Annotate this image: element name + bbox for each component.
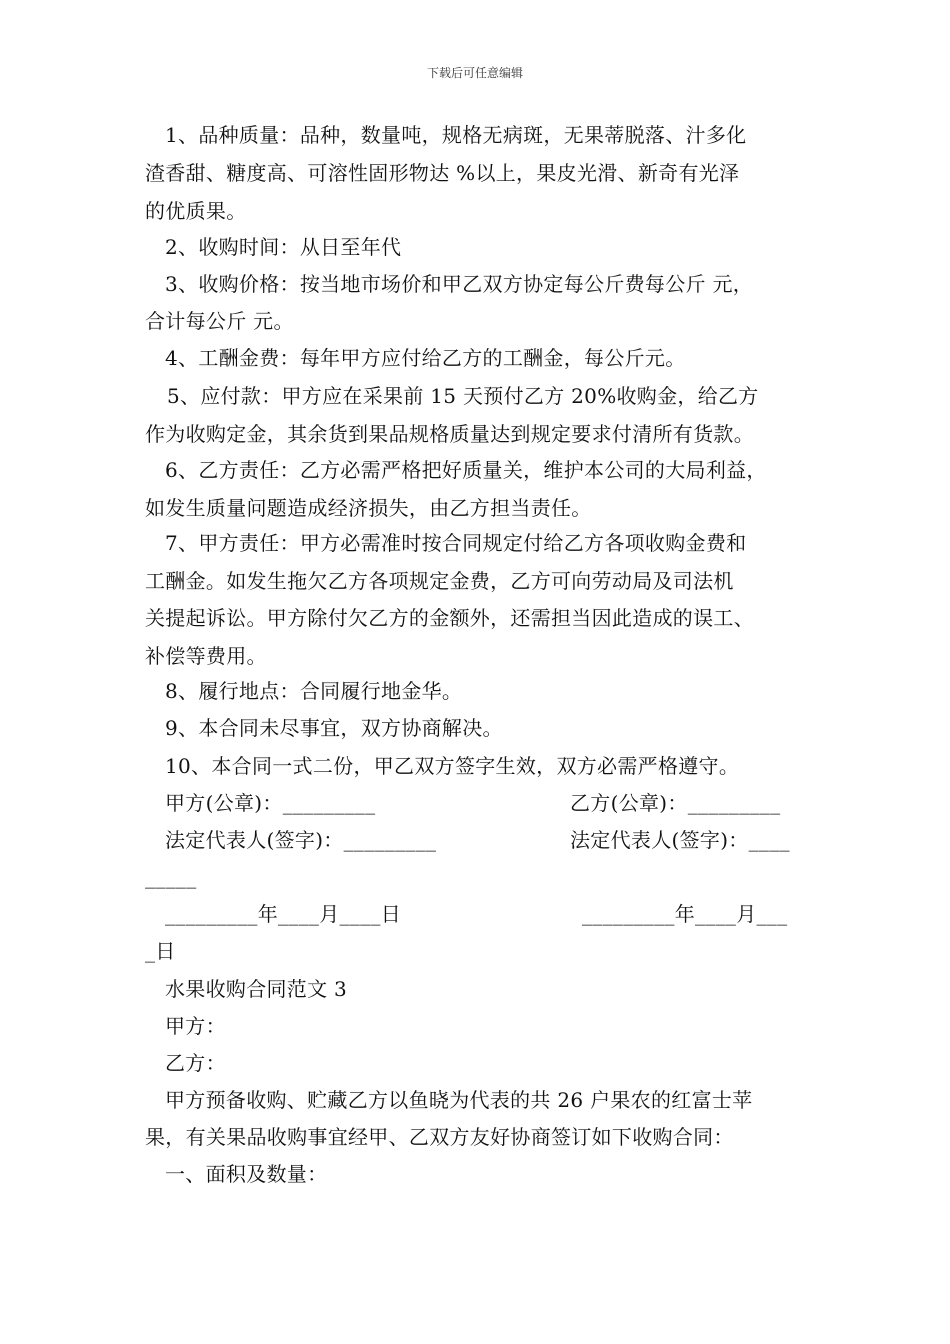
text-line: 合计每公斤 元。 [145, 309, 294, 333]
party-a-seal: 甲方(公章)：_________ [165, 791, 376, 815]
text-line: 工酬金。如发生拖欠乙方各项规定金费，乙方可向劳动局及司法机 [145, 569, 734, 593]
section-title: 水果收购合同范文 3 [165, 977, 348, 1001]
text-line: 一、面积及数量： [165, 1162, 328, 1186]
text-line: 作为收购定金，其余货到果品规格质量达到规定要求付清所有货款。 [145, 422, 754, 446]
party-b-seal: 乙方(公章)：_________ [570, 791, 781, 815]
text-line: 6、乙方责任：乙方必需严格把好质量关，维护本公司的大局利益， [165, 458, 767, 482]
text-line: 2、收购时间：从日至年代 [165, 235, 402, 259]
party-b-date: _________年____月___ [582, 902, 788, 926]
party-a-label: 甲方： [165, 1014, 226, 1038]
text-line: 4、工酬金费：每年甲方应付给乙方的工酬金，每公斤元。 [165, 346, 686, 370]
text-line: 如发生质量问题造成经济损失，由乙方担当责任。 [145, 496, 592, 520]
text-line: 果，有关果品收购事宜经甲、乙双方友好协商签订如下收购合同： [145, 1125, 734, 1149]
text-line: 渣香甜、糖度高、可溶性固形物达 %以上，果皮光滑、新奇有光泽 [145, 161, 740, 185]
text-line: 8、履行地点：合同履行地金华。 [165, 679, 463, 703]
text-line: 甲方预备收购、贮藏乙方以鱼晓为代表的共 26 户果农的红富士苹 [165, 1088, 753, 1112]
text-line: 1、品种质量：品种，数量吨，规格无病斑，无果蒂脱落、汁多化 [165, 123, 747, 147]
page-header: 下载后可任意编辑 [426, 66, 523, 80]
party-b-label: 乙方： [165, 1051, 226, 1075]
party-b-representative: 法定代表人(签字)：____ [570, 828, 790, 852]
party-a-date: _________年____月____日 [165, 902, 401, 926]
text-line: 的优质果。 [145, 199, 247, 223]
text-line: _____ [145, 865, 197, 889]
text-line: 5、应付款：甲方应在采果前 15 天预付乙方 20%收购金，给乙方 [167, 384, 759, 408]
text-line: 3、收购价格：按当地市场价和甲乙双方协定每公斤费每公斤 元， [165, 272, 754, 296]
text-line: 关提起诉讼。甲方除付欠乙方的金额外，还需担当因此造成的误工、 [145, 606, 754, 630]
text-line: 补偿等费用。 [145, 644, 267, 668]
text-line: 10、本合同一式二份，甲乙双方签字生效，双方必需严格遵守。 [165, 754, 740, 778]
party-a-representative: 法定代表人(签字)：_________ [165, 828, 437, 852]
text-line: 7、甲方责任：甲方必需准时按合同规定付给乙方各项收购金费和 [165, 531, 747, 555]
text-line: 9、本合同未尽事宜，双方协商解决。 [165, 716, 503, 740]
text-line: _日 [145, 939, 176, 963]
